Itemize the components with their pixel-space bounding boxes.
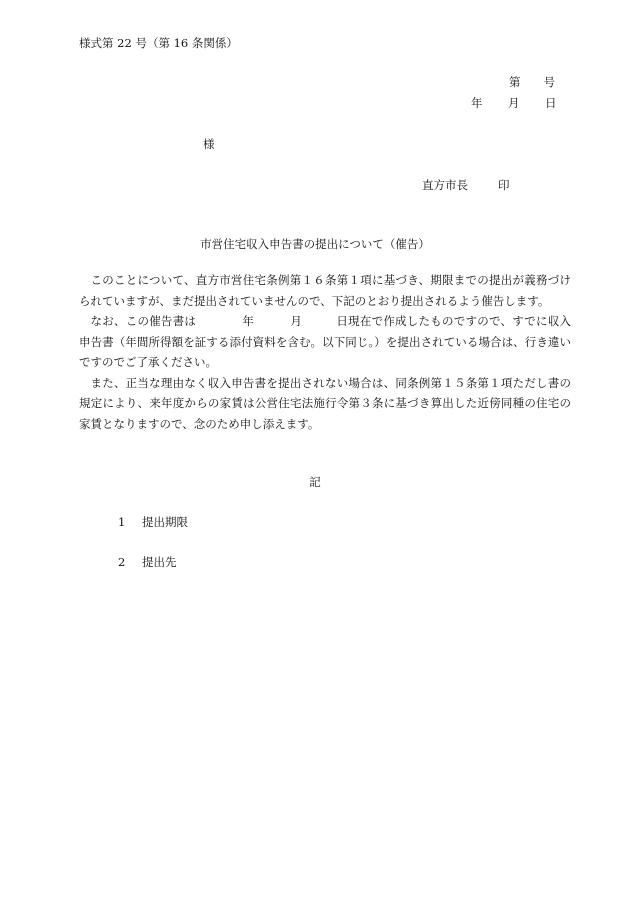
item-label: 提出先 [142, 555, 177, 569]
ki-heading: 記 [309, 475, 321, 489]
item-number: 1 [118, 515, 126, 529]
addressee-suffix: 様 [203, 137, 215, 151]
paragraph-rent-warning: また、正当な理由なく収入申告書を提出されない場合は、同条例第１５条第１項ただし書の規定により、来年度からの家賃は公営住宅法施行令第３条に基づき算出した近傍同種の住宅の家賃となりますので、念のため申し添えます。 [79, 375, 571, 431]
paragraph-date-note-rest: 日現在で作成したものですので、すでに収入申告書（年間所得額を証する添付資料を含む。以下同じ。）を提出されている場合は、行き違いですのでご了承ください。 [79, 314, 572, 369]
paragraph-date-note-month: 月 [290, 314, 303, 328]
document-number: 第 号 [509, 75, 555, 89]
paragraph-notice: このことについて、直方市営住宅条例第１６条第１項に基づき、期限までの提出が義務づけられていますが、まだ提出されていませんので、下記のとおり提出されるよう催告します。 [79, 273, 571, 308]
seal-mark: 印 [498, 178, 510, 192]
item-label: 提出期限 [142, 515, 188, 529]
issuer-name: 直方市長 [422, 178, 468, 192]
date-month: 月 [508, 96, 520, 110]
item-number: 2 [118, 555, 126, 569]
paragraph-date-note-intro: なお、この催告書は [90, 314, 197, 328]
document-title: 市営住宅収入申告書の提出について（催告） [200, 237, 430, 251]
paragraph-date-note-year: 年 [242, 314, 255, 328]
form-number-label: 様式第 22 号（第 16 条関係） [79, 36, 238, 50]
issue-date [471, 95, 557, 111]
letter-body [79, 270, 571, 434]
paragraph-date-note [79, 311, 571, 373]
list-item-deadline [118, 514, 188, 530]
date-year: 年 [471, 96, 483, 110]
issuer [422, 177, 510, 193]
list-item-destination [118, 554, 177, 570]
date-day: 日 [545, 96, 557, 110]
